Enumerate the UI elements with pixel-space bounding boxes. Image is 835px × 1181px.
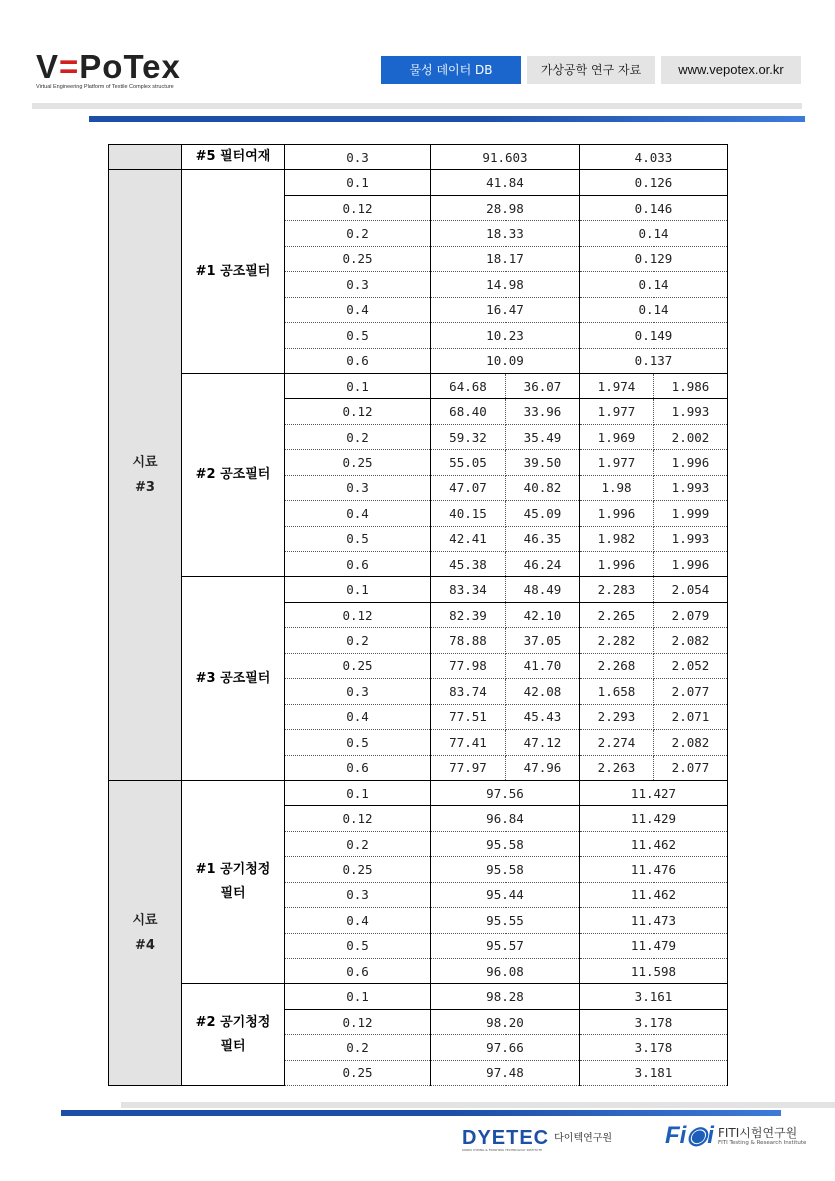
- value-cell: 10.09: [431, 348, 580, 373]
- value-cell: 96.08: [431, 959, 580, 984]
- value-cell: 47.96: [506, 755, 580, 780]
- value-cell: 14.98: [431, 272, 580, 297]
- value-cell: 45.09: [506, 501, 580, 526]
- fiti-korean: FITI시험연구원: [717, 1125, 798, 1140]
- data-table: [108, 144, 728, 1086]
- value-cell: 2.077: [654, 755, 728, 780]
- size-cell: 0.12: [285, 195, 431, 220]
- logo-subtitle: Virtual Engineering Platform of Textile Complex structure: [36, 84, 174, 90]
- value-cell: 2.265: [580, 602, 654, 627]
- size-cell: 0.6: [285, 959, 431, 984]
- filter-label: #2 공기청정 필터: [182, 984, 285, 1086]
- size-cell: 0.1: [285, 984, 431, 1009]
- value-cell: 1.986: [654, 373, 728, 398]
- value-cell: 4.033: [580, 145, 728, 170]
- value-cell: 2.282: [580, 628, 654, 653]
- size-cell: 0.6: [285, 348, 431, 373]
- table-row: [109, 780, 728, 805]
- value-cell: 0.14: [580, 297, 728, 322]
- value-cell: 42.10: [506, 602, 580, 627]
- size-cell: 0.3: [285, 679, 431, 704]
- value-cell: 2.082: [654, 730, 728, 755]
- table-row: [109, 145, 728, 170]
- value-cell: 97.48: [431, 1060, 580, 1085]
- value-cell: 1.977: [580, 399, 654, 424]
- dyetec-mark: DYETEC: [462, 1127, 550, 1149]
- value-cell: 3.161: [580, 984, 728, 1009]
- value-cell: 11.462: [580, 882, 728, 907]
- size-cell: 0.25: [285, 450, 431, 475]
- value-cell: 1.993: [654, 399, 728, 424]
- header-divider-blue: [89, 116, 805, 122]
- value-cell: 95.58: [431, 831, 580, 856]
- value-cell: 2.274: [580, 730, 654, 755]
- size-cell: 0.4: [285, 297, 431, 322]
- value-cell: 0.126: [580, 170, 728, 195]
- size-cell: 0.3: [285, 882, 431, 907]
- value-cell: 96.84: [431, 806, 580, 831]
- value-cell: 3.181: [580, 1060, 728, 1085]
- size-cell: 0.12: [285, 399, 431, 424]
- value-cell: 98.20: [431, 1009, 580, 1034]
- value-cell: 1.982: [580, 526, 654, 551]
- value-cell: 82.39: [431, 602, 506, 627]
- header-divider-grey: [32, 103, 802, 109]
- header-tabs: [381, 56, 801, 84]
- size-cell: 0.5: [285, 730, 431, 755]
- value-cell: 77.98: [431, 653, 506, 678]
- value-cell: 33.96: [506, 399, 580, 424]
- filter-label: #2 공조필터: [182, 373, 285, 577]
- table-row: [109, 170, 728, 195]
- dyetec-korean: 다이텍연구원: [554, 1133, 613, 1144]
- size-cell: 0.1: [285, 373, 431, 398]
- dyetec-logo: [462, 1128, 612, 1152]
- tab-virtual-engineering[interactable]: 가상공학 연구 자료: [527, 56, 655, 84]
- sample-label: 시료 #3: [109, 170, 182, 781]
- value-cell: 83.74: [431, 679, 506, 704]
- footer-divider-blue: [61, 1110, 781, 1116]
- value-cell: 46.35: [506, 526, 580, 551]
- value-cell: 0.137: [580, 348, 728, 373]
- footer-divider-grey: [121, 1102, 835, 1108]
- logo-v: V: [36, 48, 60, 85]
- value-cell: 64.68: [431, 373, 506, 398]
- size-cell: 0.4: [285, 704, 431, 729]
- size-cell: 0.25: [285, 246, 431, 271]
- size-cell: 0.25: [285, 653, 431, 678]
- value-cell: 1.996: [580, 552, 654, 577]
- size-cell: 0.5: [285, 933, 431, 958]
- dyetec-small-text: KOREA DYEING & FINISHING TECHNOLOGY INSTITUTE: [462, 1148, 543, 1152]
- size-cell: 0.12: [285, 806, 431, 831]
- value-cell: 42.41: [431, 526, 506, 551]
- size-cell: 0.3: [285, 475, 431, 500]
- value-cell: 3.178: [580, 1009, 728, 1034]
- table-row: [109, 373, 728, 398]
- value-cell: 0.129: [580, 246, 728, 271]
- sample-label: 시료 #4: [109, 780, 182, 1085]
- value-cell: 1.996: [654, 552, 728, 577]
- value-cell: 68.40: [431, 399, 506, 424]
- logo-wordmark: [36, 50, 181, 84]
- size-cell: 0.6: [285, 755, 431, 780]
- size-cell: 0.1: [285, 780, 431, 805]
- value-cell: 77.41: [431, 730, 506, 755]
- filter-label: #1 공조필터: [182, 170, 285, 374]
- value-cell: 2.077: [654, 679, 728, 704]
- value-cell: 41.70: [506, 653, 580, 678]
- table-body: [109, 145, 728, 1086]
- value-cell: 95.55: [431, 908, 580, 933]
- value-cell: 77.51: [431, 704, 506, 729]
- size-cell: 0.6: [285, 552, 431, 577]
- value-cell: 45.38: [431, 552, 506, 577]
- value-cell: 2.002: [654, 424, 728, 449]
- value-cell: 1.996: [580, 501, 654, 526]
- value-cell: 1.996: [654, 450, 728, 475]
- value-cell: 10.23: [431, 323, 580, 348]
- value-cell: 16.47: [431, 297, 580, 322]
- value-cell: 39.50: [506, 450, 580, 475]
- value-cell: 41.84: [431, 170, 580, 195]
- value-cell: 0.14: [580, 272, 728, 297]
- value-cell: 11.473: [580, 908, 728, 933]
- size-cell: 0.12: [285, 602, 431, 627]
- filter-label: #3 공조필터: [182, 577, 285, 781]
- size-cell: 0.2: [285, 1035, 431, 1060]
- value-cell: 1.658: [580, 679, 654, 704]
- value-cell: 95.44: [431, 882, 580, 907]
- value-cell: 95.57: [431, 933, 580, 958]
- size-cell: 0.5: [285, 526, 431, 551]
- value-cell: 97.66: [431, 1035, 580, 1060]
- table-row: [109, 577, 728, 602]
- fiti-mark: Fi◉i: [665, 1122, 714, 1149]
- size-cell: 0.4: [285, 501, 431, 526]
- size-cell: 0.3: [285, 272, 431, 297]
- value-cell: 45.43: [506, 704, 580, 729]
- value-cell: 2.268: [580, 653, 654, 678]
- logo-rest: PoTex: [79, 48, 181, 85]
- value-cell: 40.15: [431, 501, 506, 526]
- size-cell: 0.2: [285, 221, 431, 246]
- value-cell: 3.178: [580, 1035, 728, 1060]
- value-cell: 11.427: [580, 780, 728, 805]
- value-cell: 2.263: [580, 755, 654, 780]
- value-cell: 40.82: [506, 475, 580, 500]
- fiti-logo: [665, 1124, 806, 1148]
- value-cell: 0.14: [580, 221, 728, 246]
- value-cell: 18.17: [431, 246, 580, 271]
- filter-label: #5 필터여재: [182, 145, 285, 170]
- value-cell: 1.974: [580, 373, 654, 398]
- value-cell: 36.07: [506, 373, 580, 398]
- value-cell: 77.97: [431, 755, 506, 780]
- size-cell: 0.4: [285, 908, 431, 933]
- value-cell: 2.054: [654, 577, 728, 602]
- table-row: [109, 984, 728, 1009]
- value-cell: 55.05: [431, 450, 506, 475]
- value-cell: 95.58: [431, 857, 580, 882]
- value-cell: 48.49: [506, 577, 580, 602]
- value-cell: 2.293: [580, 704, 654, 729]
- size-cell: 0.1: [285, 577, 431, 602]
- value-cell: 0.146: [580, 195, 728, 220]
- size-cell: 0.2: [285, 424, 431, 449]
- value-cell: 83.34: [431, 577, 506, 602]
- fiti-english: FITI Testing & Research Institute: [717, 1139, 807, 1146]
- tab-website-link[interactable]: www.vepotex.or.kr: [661, 56, 801, 84]
- value-cell: 2.052: [654, 653, 728, 678]
- value-cell: 1.969: [580, 424, 654, 449]
- value-cell: 11.479: [580, 933, 728, 958]
- value-cell: 0.149: [580, 323, 728, 348]
- logo-eq: =: [59, 48, 80, 85]
- value-cell: 11.598: [580, 959, 728, 984]
- size-cell: 0.25: [285, 1060, 431, 1085]
- tab-material-db[interactable]: 물성 데이터 DB: [381, 56, 521, 84]
- fiti-mark-i: i: [707, 1122, 714, 1149]
- value-cell: 78.88: [431, 628, 506, 653]
- size-cell: 0.2: [285, 628, 431, 653]
- value-cell: 11.429: [580, 806, 728, 831]
- vepotex-logo[interactable]: [36, 50, 181, 90]
- value-cell: 47.12: [506, 730, 580, 755]
- value-cell: 28.98: [431, 195, 580, 220]
- size-cell: 0.12: [285, 1009, 431, 1034]
- value-cell: 2.071: [654, 704, 728, 729]
- value-cell: 35.49: [506, 424, 580, 449]
- sample-cell-empty: [109, 145, 182, 170]
- value-cell: 2.283: [580, 577, 654, 602]
- value-cell: 91.603: [431, 145, 580, 170]
- value-cell: 37.05: [506, 628, 580, 653]
- size-cell: 0.3: [285, 145, 431, 170]
- value-cell: 59.32: [431, 424, 506, 449]
- value-cell: 1.993: [654, 475, 728, 500]
- fiti-mark-fi: Fi: [665, 1122, 687, 1149]
- value-cell: 98.28: [431, 984, 580, 1009]
- value-cell: 47.07: [431, 475, 506, 500]
- value-cell: 18.33: [431, 221, 580, 246]
- value-cell: 1.977: [580, 450, 654, 475]
- value-cell: 46.24: [506, 552, 580, 577]
- value-cell: 11.476: [580, 857, 728, 882]
- filter-label: #1 공기청정 필터: [182, 780, 285, 984]
- size-cell: 0.2: [285, 831, 431, 856]
- size-cell: 0.5: [285, 323, 431, 348]
- value-cell: 42.08: [506, 679, 580, 704]
- size-cell: 0.1: [285, 170, 431, 195]
- value-cell: 97.56: [431, 780, 580, 805]
- value-cell: 1.98: [580, 475, 654, 500]
- value-cell: 11.462: [580, 831, 728, 856]
- value-cell: 2.082: [654, 628, 728, 653]
- value-cell: 1.993: [654, 526, 728, 551]
- value-cell: 1.999: [654, 501, 728, 526]
- size-cell: 0.25: [285, 857, 431, 882]
- value-cell: 2.079: [654, 602, 728, 627]
